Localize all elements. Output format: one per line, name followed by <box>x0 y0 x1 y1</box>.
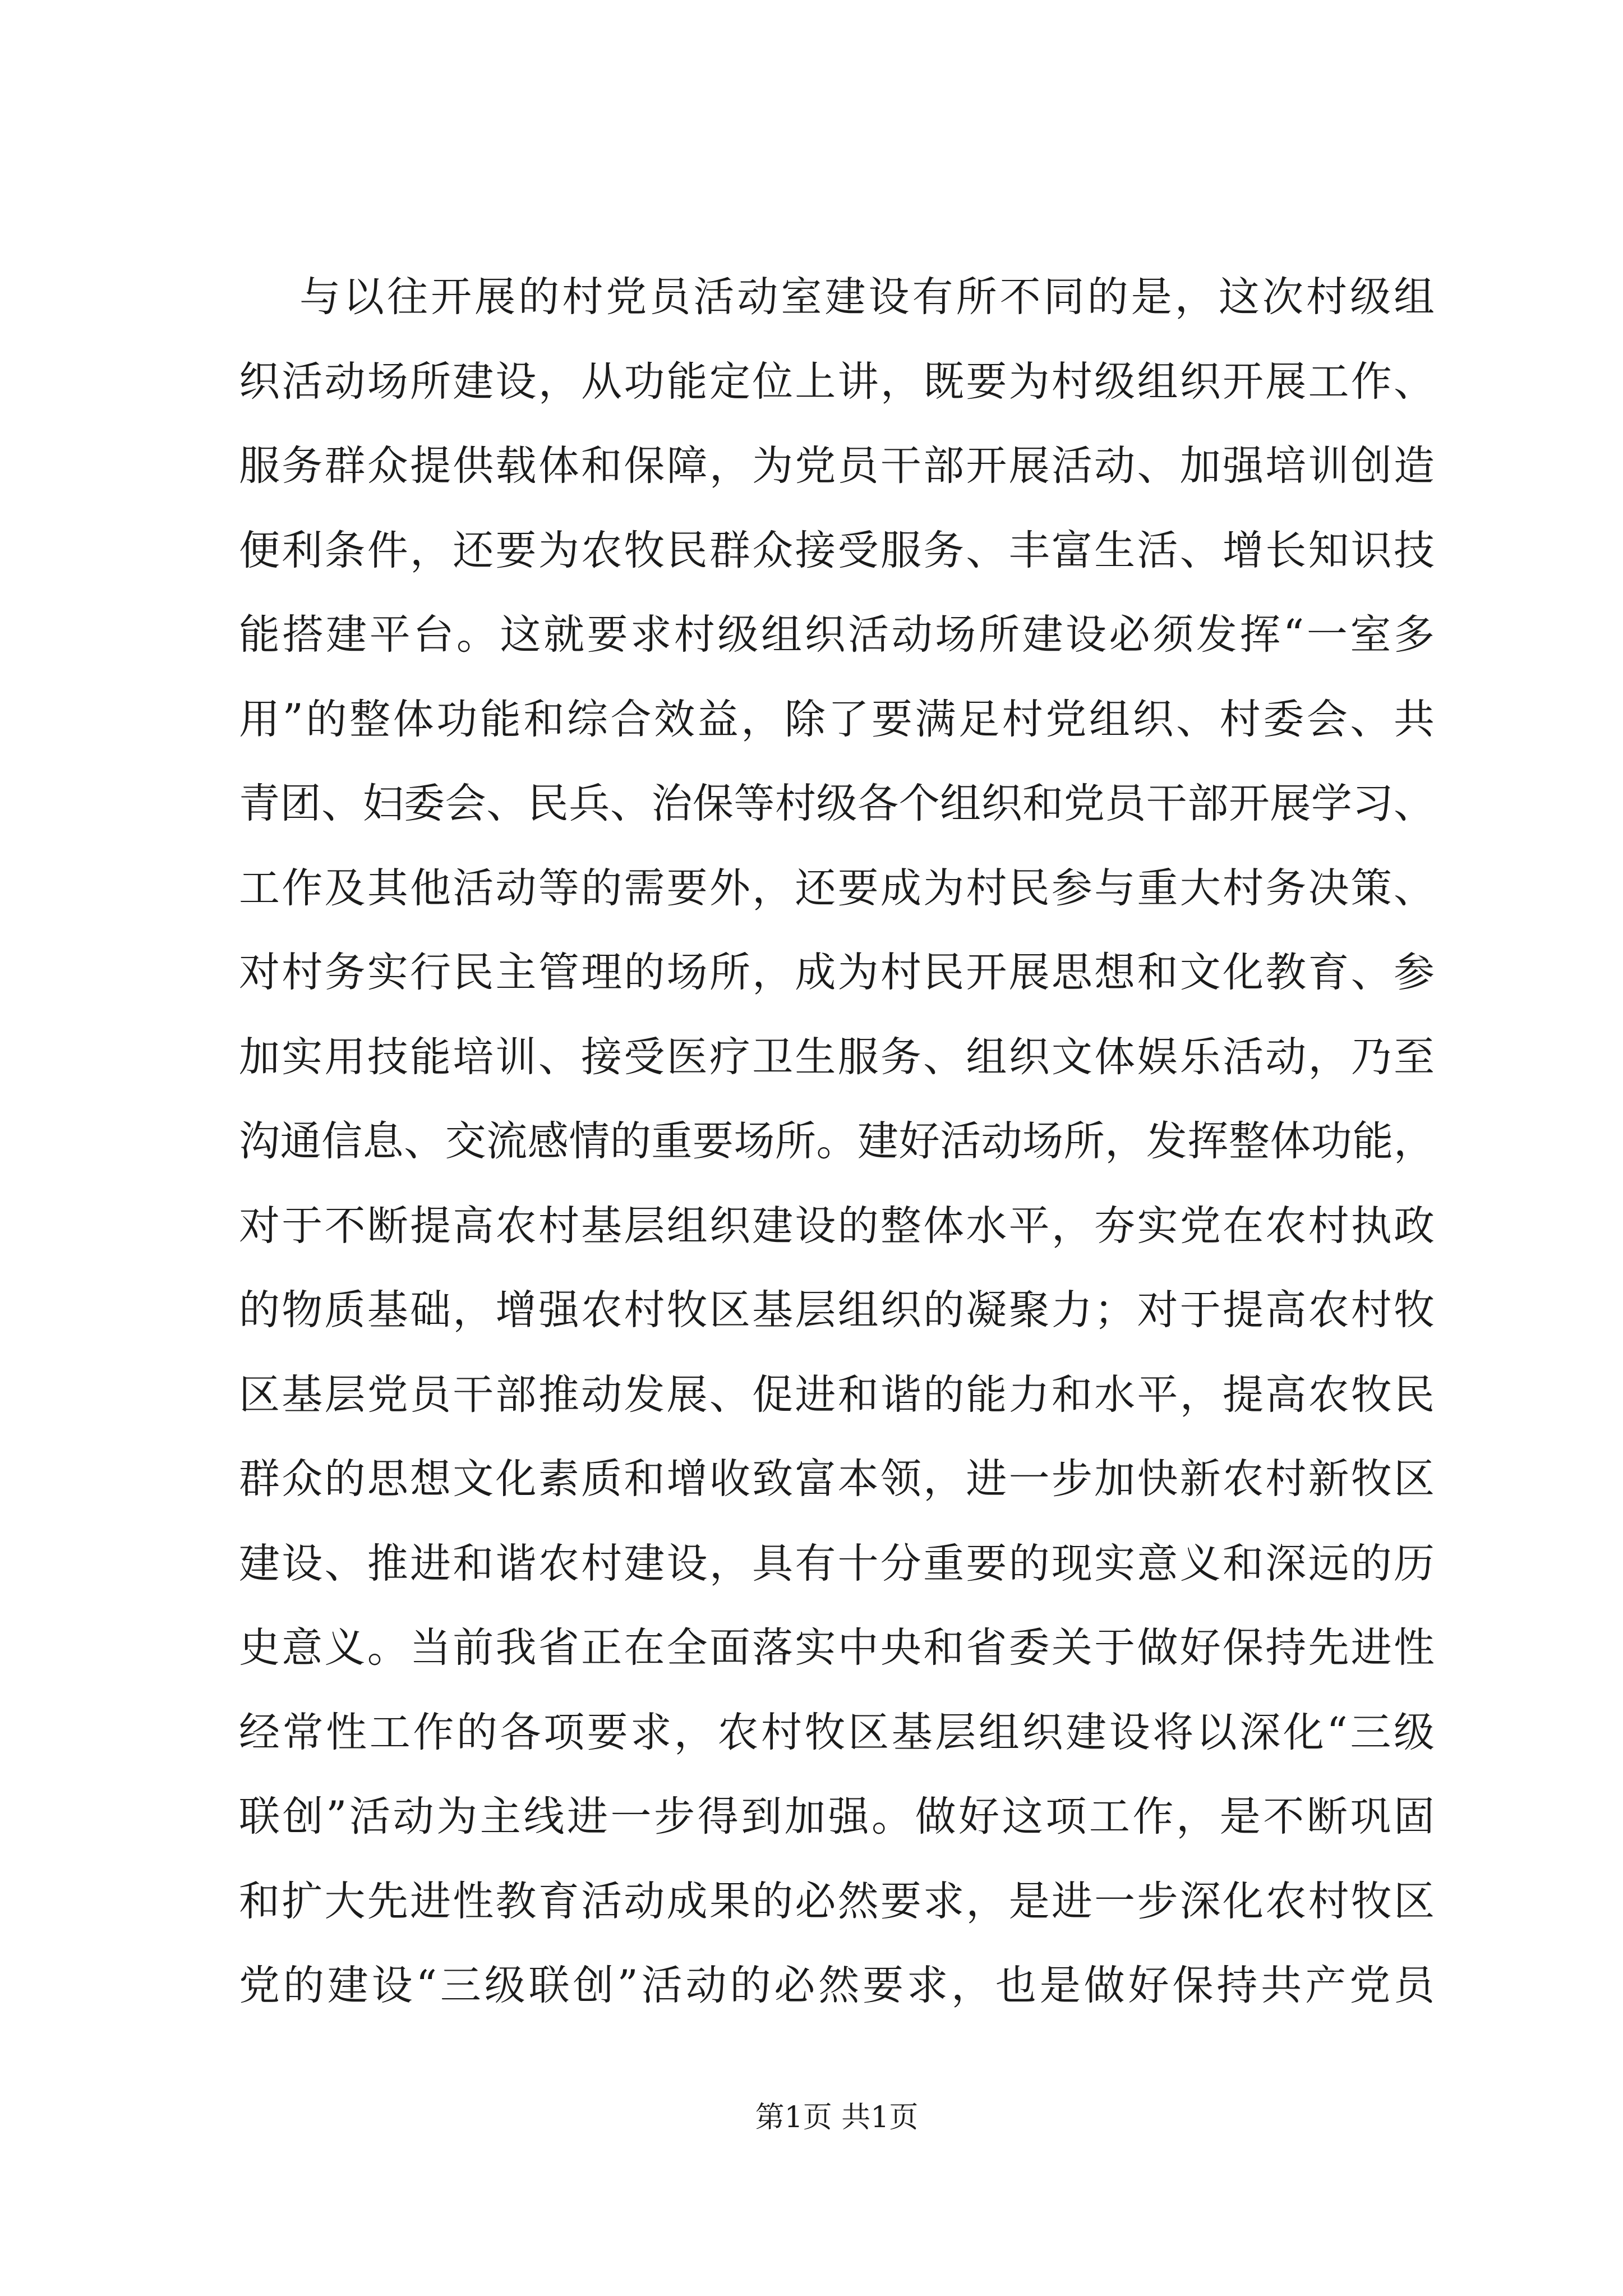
paragraph-line: 经常性工作的各项要求，农村牧区基层组织建设将以深化“三级 <box>239 1708 1435 1756</box>
paragraph-line: 青团、妇委会、民兵、治保等村级各个组织和党员干部开展学习、 <box>239 780 1435 827</box>
paragraph-line: 织活动场所建设，从功能定位上讲，既要为村级组织开展工作、 <box>239 357 1435 406</box>
paragraph-line: 对于不断提高农村基层组织建设的整体水平，夯实党在农村执政 <box>239 1202 1435 1250</box>
paragraph-line: 沟通信息、交流感情的重要场所。建好活动场所，发挥整体功能， <box>239 1117 1435 1165</box>
document-body <box>239 255 1435 2028</box>
paragraph-line: 建设、推进和谐农村建设，具有十分重要的现实意义和深远的历 <box>239 1539 1435 1588</box>
paragraph-line: 与以往开展的村党员活动室建设有所不同的是，这次村级组 <box>299 273 1435 321</box>
page-number-footer: 第1页 共1页 <box>755 2101 919 2134</box>
paragraph-line: 群众的思想文化素质和增收致富本领，进一步加快新农村新牧区 <box>239 1455 1435 1503</box>
paragraph-line: 联创”活动为主线进一步得到加强。做好这项工作，是不断巩固 <box>239 1793 1435 1841</box>
paragraph-line: 的物质基础，增强农村牧区基层组织的凝聚力；对于提高农村牧 <box>239 1286 1435 1334</box>
paragraph-line: 党的建设“三级联创”活动的必然要求，也是做好保持共产党员 <box>239 1962 1435 2009</box>
paragraph-line: 工作及其他活动等的需要外，还要成为村民参与重大村务决策、 <box>239 864 1435 912</box>
paragraph-line: 能搭建平台。这就要求村级组织活动场所建设必须发挥“一室多 <box>239 611 1435 659</box>
paragraph-line: 加实用技能培训、接受医疗卫生服务、组织文体娱乐活动，乃至 <box>239 1033 1435 1081</box>
paragraph-line: 史意义。当前我省正在全面落实中央和省委关于做好保持先进性 <box>239 1624 1435 1672</box>
paragraph-line: 服务群众提供载体和保障，为党员干部开展活动、加强培训创造 <box>239 442 1435 490</box>
paragraph-line: 便利条件，还要为农牧民群众接受服务、丰富生活、增长知识技 <box>239 526 1435 574</box>
paragraph-line: 和扩大先进性教育活动成果的必然要求，是进一步深化农村牧区 <box>239 1877 1435 1925</box>
paragraph-line: 区基层党员干部推动发展、促进和谐的能力和水平，提高农牧民 <box>239 1370 1435 1419</box>
paragraph-line: 对村务实行民主管理的场所，成为村民开展思想和文化教育、参 <box>239 949 1435 996</box>
paragraph-line: 用”的整体功能和综合效益，除了要满足村党组织、村委会、共 <box>239 695 1435 743</box>
